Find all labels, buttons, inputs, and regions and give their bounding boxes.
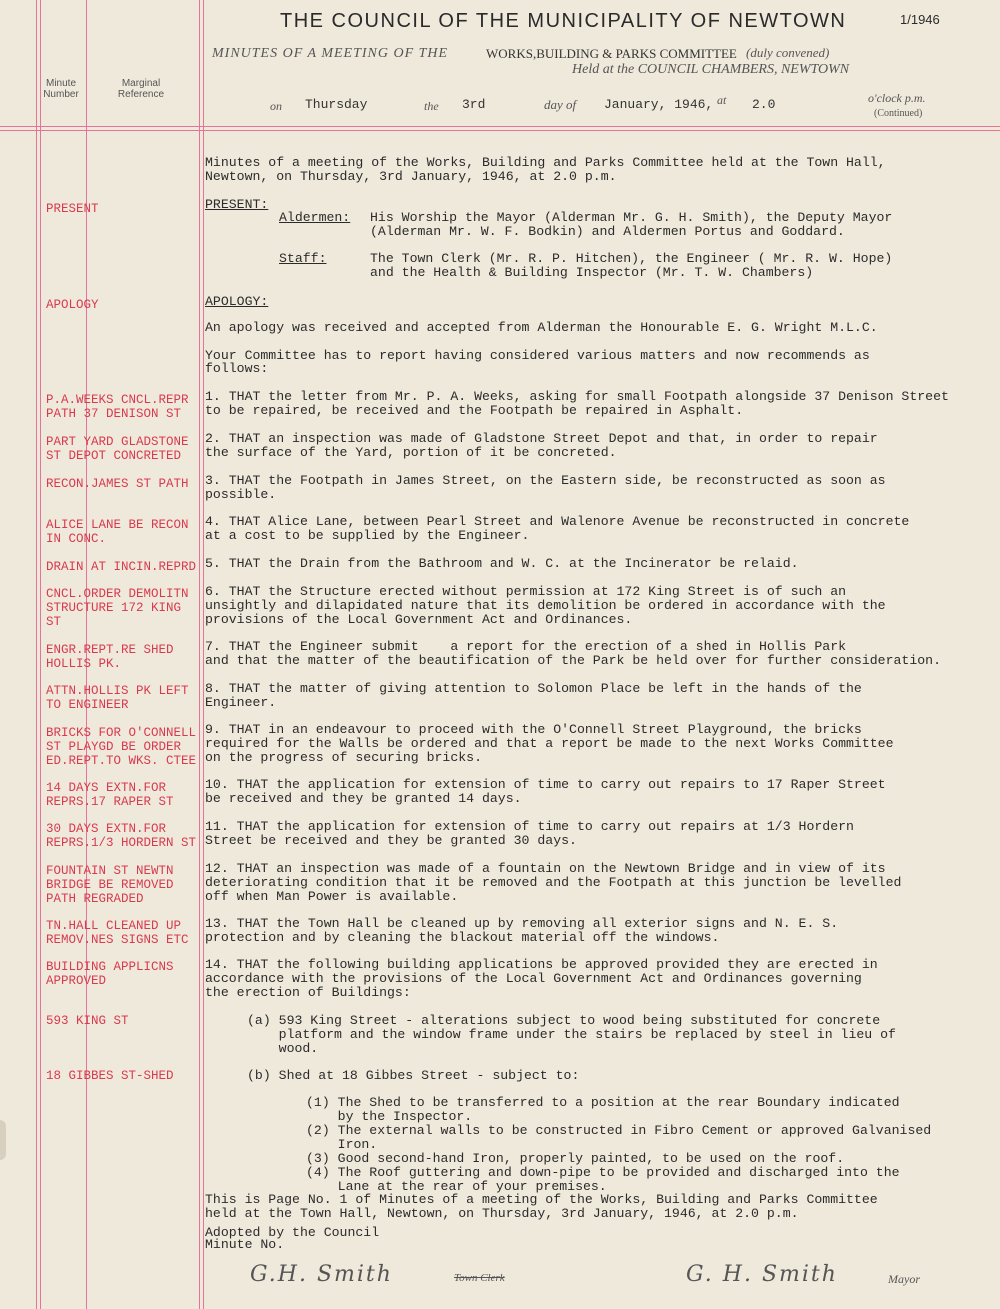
staff-label: Staff:	[279, 251, 327, 266]
item-6-text: 6. THAT the Structure erected without permission at 172 King Street is of such an unsightly and dilapidated nature that its demolition be ordered in accordance with the provisions of the Local Government Act and Ordinances.	[205, 584, 886, 627]
the-label: the	[424, 99, 439, 113]
held-at: Held at the COUNCIL CHAMBERS, NEWTOWN	[572, 62, 850, 77]
margin-item-7: ENGR.REPT.RE SHED HOLLIS PK.	[46, 643, 174, 671]
present-heading: PRESENT:	[205, 197, 269, 212]
item-5-text: 5. THAT the Drain from the Bathroom and W. C. at the Incinerator be relaid.	[205, 556, 799, 571]
margin-item-13: TN.HALL CLEANED UP REMOV.NES SIGNS ETC	[46, 919, 189, 947]
item-3-text: 3. THAT the Footpath in James Street, on the Eastern side, be reconstructed as soon as possible.	[205, 473, 886, 502]
report-line-1: Your Committee has to report having considered various matters and now recommends as	[205, 348, 870, 363]
meeting-time: 2.0	[752, 97, 776, 112]
margin-item-6: CNCL.ORDER DEMOLITN STRUCTURE 172 KING ST	[46, 587, 189, 629]
clerk-signature: G.H. Smith	[250, 1262, 393, 1287]
margin-item-9: BRICKS FOR O'CONNELL ST PLAYGD BE ORDER ED.REPT.TO WKS. CTEE	[46, 726, 197, 768]
duly-convened: (duly convened)	[746, 45, 830, 60]
item-12-text: 12. THAT an inspection was made of a fountain on the Newtown Bridge and in view of its deteriorating condition that it be removed and the Footpath at this junction be levelled off when Man Power is available.	[205, 861, 902, 904]
staff-line-2: and the Health & Building Inspector (Mr. T. W. Chambers)	[370, 265, 814, 280]
margin-item-1: P.A.WEEKS CNCL.REPR PATH 37 DENISON ST	[46, 393, 189, 421]
margin-sub-a: 593 KING ST	[46, 1014, 129, 1028]
intro-line-2: Newtown, on Thursday, 3rd January, 1946, at 2.0 p.m.	[205, 169, 617, 184]
meeting-month-year: January, 1946,	[604, 97, 714, 112]
oclock-label: o'clock p.m.	[868, 91, 926, 105]
page-note: This is Page No. 1 of Minutes of a meeting of the Works, Building and Parks Committee held at the Town Hall, Newtown, on Thursday, 3rd January, 1946, at 2.0 p.m.	[205, 1192, 878, 1221]
aldermen-line-1: His Worship the Mayor (Alderman Mr. G. H. Smith), the Deputy Mayor	[370, 210, 893, 225]
item-8-text: 8. THAT the matter of giving attention to Solomon Place be left in the hands of the Engineer.	[205, 681, 862, 710]
margin-apology: APOLOGY	[46, 298, 99, 312]
page-reference: 1/1946	[900, 12, 940, 27]
sub-b-conditions: (1) The Shed to be transferred to a position at the rear Boundary indicated by the Inspector. (2) The external walls to be constructed in Fibro Cement or approved Galvanised Iron. (3) Good second-hand Iron, properly painted, to be used on the roof. (4) The Roof guttering and down-pipe to be provided and discharged into the Lane at the rear of your premises.	[306, 1095, 932, 1194]
item-2-text: 2. THAT an inspection was made of Gladstone Street Depot and that, in order to repair the surface of the Yard, portion of it be concreted.	[205, 431, 878, 460]
margin-item-11: 30 DAYS EXTN.FOR REPRS.1/3 HORDERN ST	[46, 822, 197, 850]
item-10-text: 10. THAT the application for extension of time to carry out repairs to 17 Raper Street be received and they be granted 14 days.	[205, 777, 886, 806]
col-marginal-reference: Marginal Reference	[117, 78, 165, 100]
sub-b-text: (b) Shed at 18 Gibbes Street - subject to:	[247, 1068, 580, 1083]
margin-rule-1	[36, 0, 37, 1309]
meeting-day-num: 3rd	[462, 97, 486, 112]
mayor-label: Mayor	[888, 1272, 920, 1286]
council-title: THE COUNCIL OF THE MUNICIPALITY OF NEWTOWN	[280, 10, 847, 32]
on-label: on	[270, 99, 282, 113]
header-rule-2	[0, 130, 1000, 131]
margin-item-2: PART YARD GLADSTONE ST DEPOT CONCRETED	[46, 435, 189, 463]
margin-item-8: ATTN.HOLLIS PK LEFT TO ENGINEER	[46, 684, 189, 712]
margin-item-10: 14 DAYS EXTN.FOR REPRS.17 RAPER ST	[46, 781, 174, 809]
margin-item-5: DRAIN AT INCIN.REPRD	[46, 560, 197, 574]
margin-sub-b: 18 GIBBES ST-SHED	[46, 1069, 174, 1083]
day-of-label: day of	[544, 97, 577, 112]
meeting-day-name: Thursday	[305, 97, 368, 112]
mayor-signature: G. H. Smith	[686, 1262, 838, 1287]
item-14-text: 14. THAT the following building applications be approved provided they are erected in accordance with the provisions of the Local Government Act and Ordinances governing the erection of Buildings:	[205, 957, 878, 1000]
header-rule-1	[0, 126, 1000, 127]
margin-present: PRESENT	[46, 202, 99, 216]
item-4-text: 4. THAT Alice Lane, between Pearl Street and Walenore Avenue be reconstructed in concrete at a cost to be supplied by the Engineer.	[205, 514, 910, 543]
town-clerk-struck: Town Clerk	[454, 1272, 505, 1284]
item-13-text: 13. THAT the Town Hall be cleaned up by removing all exterior signs and N. E. S. protection and by cleaning the blackout material off the windows.	[205, 916, 839, 945]
intro-line-1: Minutes of a meeting of the Works, Building and Parks Committee held at the Town Hall,	[205, 155, 886, 170]
margin-item-3: RECON.JAMES ST PATH	[46, 477, 189, 491]
item-11-text: 11. THAT the application for extension of time to carry out repairs at 1/3 Hordern Street be received and they be granted 30 days.	[205, 819, 854, 848]
punch-hole	[0, 1120, 6, 1160]
margin-rule-2	[40, 0, 41, 1309]
report-line-2: follows:	[205, 361, 269, 376]
item-9-text: 9. THAT in an endeavour to proceed with the O'Connell Street Playground, the bricks required for the Walls be ordered and that a report be made to the next Works Committee on the progress of securing bricks.	[205, 722, 894, 765]
staff-line-1: The Town Clerk (Mr. R. P. Hitchen), the Engineer ( Mr. R. W. Hope)	[370, 251, 893, 266]
apology-text: An apology was received and accepted from Alderman the Honourable E. G. Wright M.L.C.	[205, 320, 878, 335]
margin-item-12: FOUNTAIN ST NEWTN BRIDGE BE REMOVED PATH REGRADED	[46, 864, 174, 906]
minutes-prefix: MINUTES OF A MEETING OF THE	[212, 46, 449, 61]
margin-item-4: ALICE LANE BE RECON IN CONC.	[46, 518, 189, 546]
item-1-text: 1. THAT the letter from Mr. P. A. Weeks, asking for small Footpath alongside 37 Denison Street to be repaired, be received and the Footpath be repaired in Asphalt.	[205, 389, 949, 418]
continued-label: (Continued)	[874, 108, 923, 119]
item-7-text: 7. THAT the Engineer submit a report for the erection of a shed in Hollis Park and that the matter of the beautification of the Park be held over for further consideration.	[205, 639, 941, 668]
col-minute-number: Minute Number	[43, 78, 79, 100]
margin-item-14: BUILDING APPLICNS APPROVED	[46, 960, 174, 988]
adopted-by-council: Adopted by the Council Minute No.	[205, 1225, 380, 1252]
aldermen-line-2: (Alderman Mr. W. F. Bodkin) and Aldermen Portus and Goddard.	[370, 224, 845, 239]
aldermen-label: Aldermen:	[279, 210, 351, 225]
sub-a-text: (a) 593 King Street - alterations subject to wood being substituted for concrete platform and the window frame under the stairs be replaced by steel in lieu of wood.	[247, 1013, 896, 1056]
committee-name: WORKS,BUILDING & PARKS COMMITTEE	[486, 46, 737, 61]
apology-heading: APOLOGY:	[205, 294, 269, 309]
at-label: at	[717, 93, 727, 107]
